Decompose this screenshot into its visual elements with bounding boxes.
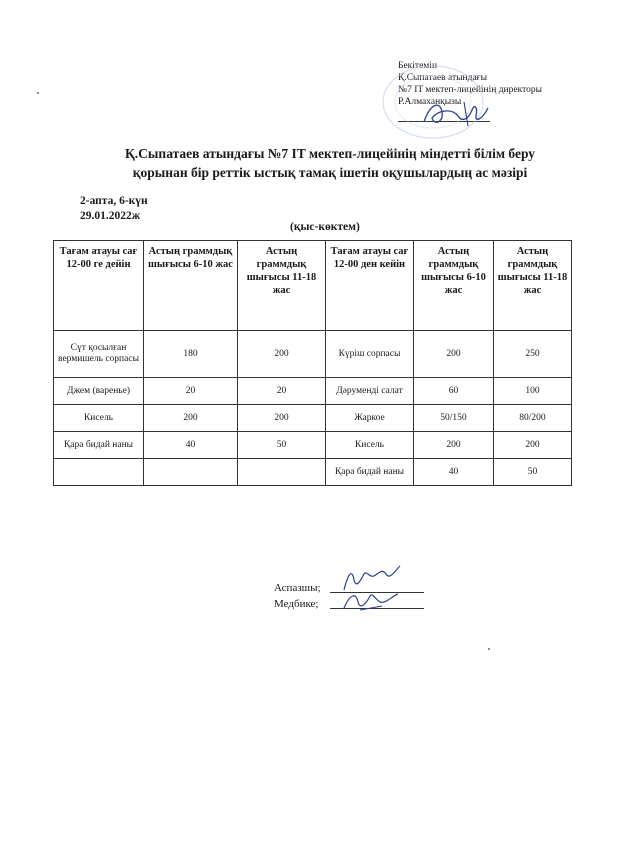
table-cell: Жаркое — [326, 405, 414, 432]
table-cell: 180 — [144, 331, 238, 378]
director-signature — [418, 96, 498, 132]
table-cell: 60 — [414, 378, 494, 405]
table-cell: 200 — [238, 331, 326, 378]
table-cell: 200 — [414, 432, 494, 459]
season-label: (қыс-көктем) — [290, 221, 360, 233]
table-row — [54, 432, 572, 459]
approval-line-director: Р.Алмаханқызы — [398, 97, 462, 107]
header-dish-after-noon: Тағам атауы сағ 12-00 ден кейін — [326, 241, 414, 331]
document-title — [60, 144, 600, 182]
table-cell — [238, 459, 326, 486]
table-cell: 50 — [238, 432, 326, 459]
table-cell: 200 — [494, 432, 572, 459]
table-cell: 200 — [414, 331, 494, 378]
table-cell: 250 — [494, 331, 572, 378]
header-dish-before-noon: Тағам атауы сағ 12-00 ге дейін — [54, 241, 144, 331]
table-row — [54, 331, 572, 378]
table-cell: 80/200 — [494, 405, 572, 432]
scan-speck — [488, 648, 490, 650]
title-line-2: қорынан бір реттік ыстық тамақ ішетін оқушылардың ас мәзірі — [132, 165, 528, 180]
nurse-signature-row — [274, 596, 321, 612]
approval-line-position: №7 IT мектеп-лицейінің директоры — [398, 85, 543, 95]
table-cell: 20 — [238, 378, 326, 405]
table-cell: 40 — [144, 432, 238, 459]
table-row — [54, 405, 572, 432]
table-cell: 100 — [494, 378, 572, 405]
table-cell: 50 — [494, 459, 572, 486]
table-row — [54, 378, 572, 405]
menu-date: 29.01.2022ж — [80, 210, 141, 222]
table-cell: Қара бидай наны — [326, 459, 414, 486]
nurse-signature — [336, 586, 406, 616]
approval-line-approve: Бекітемін — [398, 61, 438, 71]
header-grams-6-10-after: Астың граммдық шығысы 6-10 жас — [414, 241, 494, 331]
week-day-label: 2-апта, 6-күн — [80, 195, 148, 207]
scan-speck — [37, 92, 39, 94]
nurse-label: Медбике; — [274, 598, 319, 610]
table-cell: Кисель — [326, 432, 414, 459]
week-info — [80, 194, 148, 224]
menu-table — [53, 240, 572, 486]
table-cell: Кисель — [54, 405, 144, 432]
table-cell: 200 — [144, 405, 238, 432]
cook-signature-row — [274, 580, 321, 596]
cook-label: Аспазшы; — [274, 582, 321, 594]
header-grams-11-18-before: Астың граммдық шығысы 11-18 жас — [238, 241, 326, 331]
table-cell — [54, 459, 144, 486]
table-cell: Джем (варенье) — [54, 378, 144, 405]
table-cell: 200 — [238, 405, 326, 432]
table-cell: 50/150 — [414, 405, 494, 432]
header-grams-11-18-after: Астың граммдық шығысы 11-18 жас — [494, 241, 572, 331]
title-line-1: Қ.Сыпатаев атындағы №7 IT мектеп-лицейінің міндетті білім беру — [124, 146, 536, 161]
table-cell — [144, 459, 238, 486]
table-cell: Дәруменді салат — [326, 378, 414, 405]
staff-signatures — [274, 580, 321, 612]
table-cell: Күріш сорпасы — [326, 331, 414, 378]
table-cell: 40 — [414, 459, 494, 486]
table-cell: 20 — [144, 378, 238, 405]
table-header-row — [54, 241, 572, 331]
table-cell: Сүт қосылған вермишель сорпасы — [54, 331, 144, 378]
header-grams-6-10-before: Астың граммдық шығысы 6-10 жас — [144, 241, 238, 331]
table-row — [54, 459, 572, 486]
approval-line-school: Қ.Сыпатаев атындағы — [398, 73, 487, 83]
table-cell: Қара бидай наны — [54, 432, 144, 459]
